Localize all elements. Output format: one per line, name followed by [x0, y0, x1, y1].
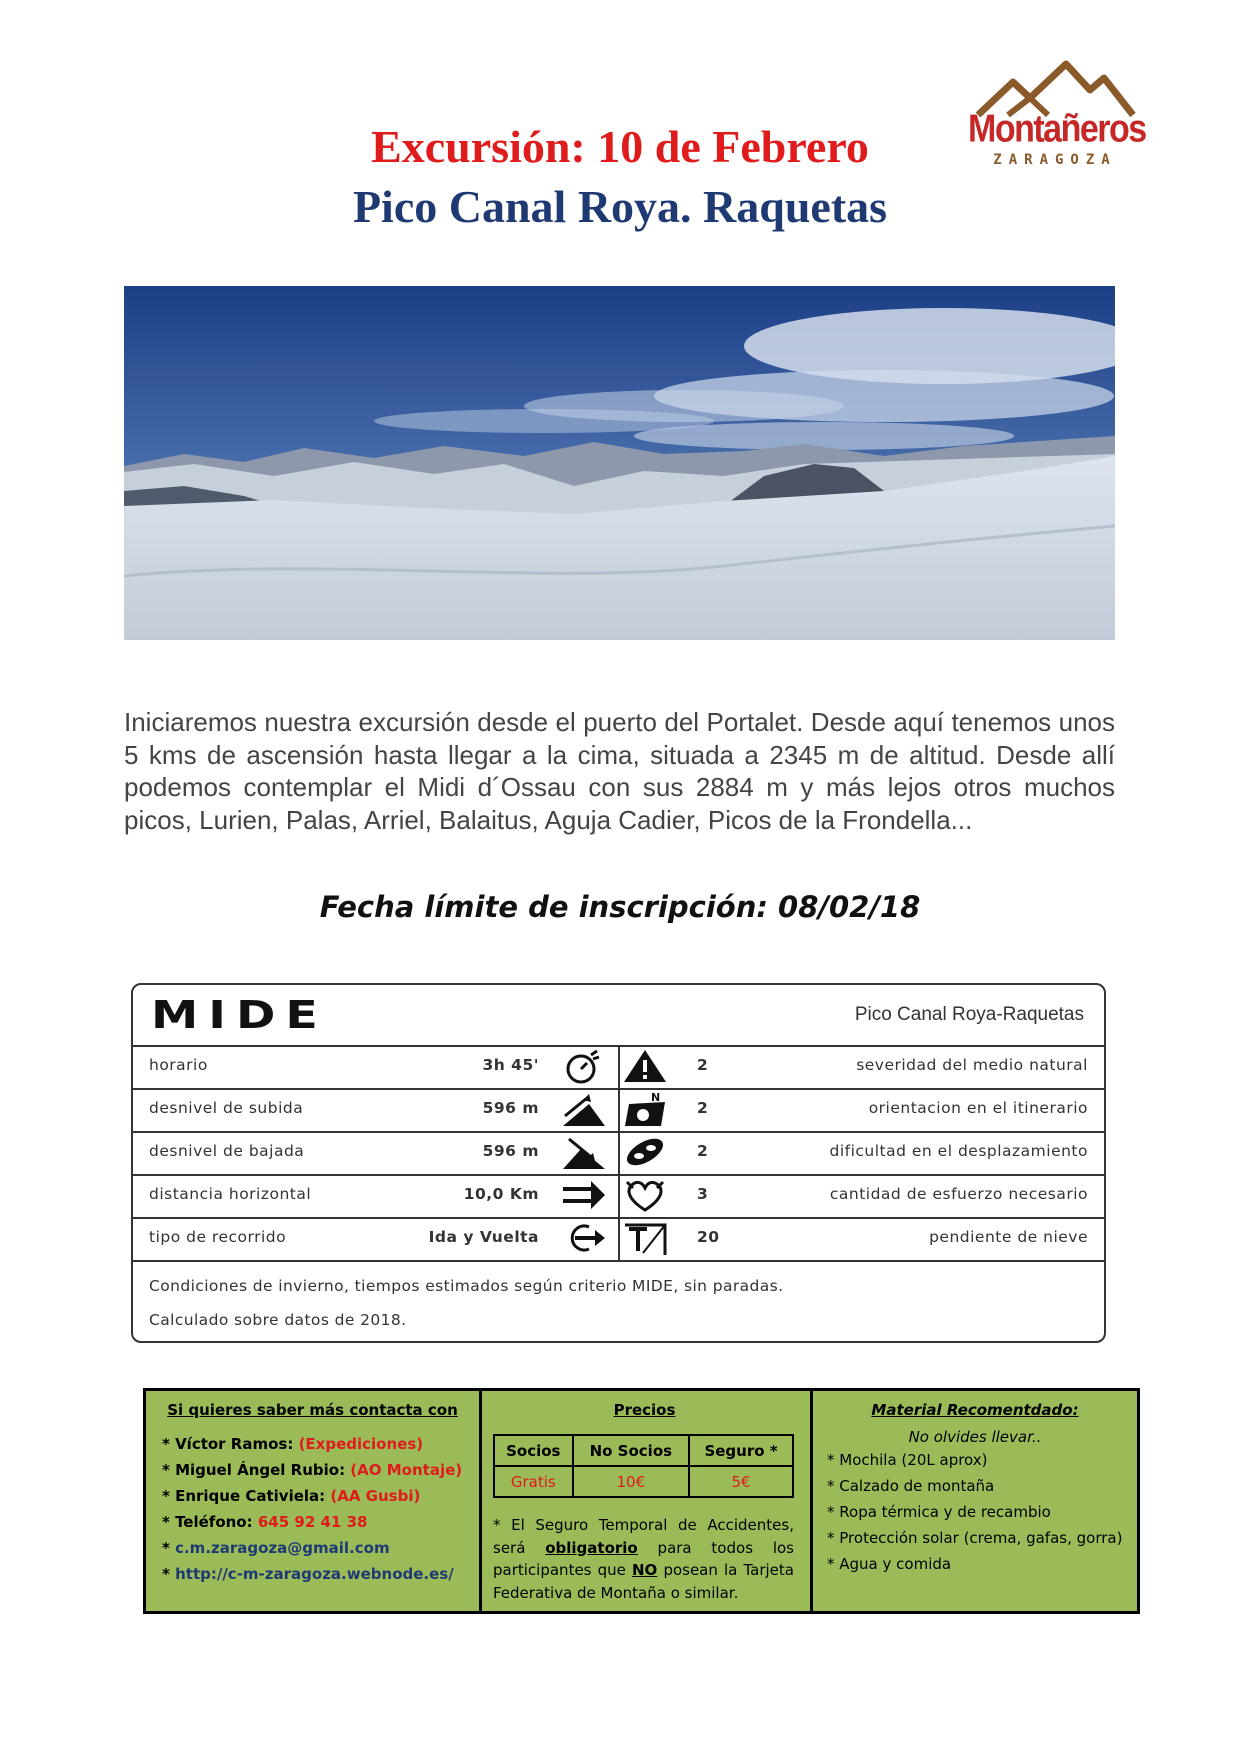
email-link[interactable]: c.m.zaragoza@gmail.com: [175, 1539, 390, 1557]
email-prefix: *: [162, 1539, 170, 1557]
logo-name: Montañeros: [968, 107, 1146, 151]
mide-row-label: desnivel de bajada: [149, 1142, 305, 1160]
excursion-name-title: Pico Canal Roya. Raquetas: [352, 181, 888, 232]
registration-deadline: Fecha límite de inscripción: 08/02/18: [319, 890, 921, 924]
mide-row-score: 2: [697, 1056, 709, 1074]
compass-map-icon: [621, 1090, 669, 1128]
mide-row-criterion: pendiente de nieve: [929, 1228, 1088, 1246]
website-link[interactable]: http://c-m-zaragoza.webnode.es/: [175, 1565, 454, 1583]
boot-sole-icon: [621, 1133, 669, 1171]
contact-email: [162, 1539, 390, 1557]
mide-row-label: horario: [149, 1056, 208, 1074]
prices-table: [493, 1434, 794, 1498]
prices-heading: Precios: [613, 1401, 676, 1419]
mide-row: [133, 1217, 1104, 1262]
mide-card: [131, 983, 1106, 1343]
material-item: * Mochila (20L aprox): [827, 1451, 988, 1469]
ascent-icon: [559, 1090, 607, 1128]
mide-row-criterion: cantidad de esfuerzo necesario: [829, 1185, 1088, 1203]
material-item: * Calzado de montaña: [827, 1477, 995, 1495]
contact-person: [162, 1461, 462, 1479]
mide-logo: MIDE: [151, 993, 328, 1037]
price-value: 10€: [573, 1466, 689, 1497]
mide-row-value: 596 m: [482, 1142, 539, 1160]
excursion-description: Iniciaremos nuestra excursión desde el puerto del Portalet. Desde aquí tenemos unos 5 kms de ascensión hasta llegar a la cima, situada a 2345 m de altitud. Desde allí podemos contemplar el Midi d´Ossau con sus 2884 m y más lejos otros muchos picos, Lurien, Palas, Arriel, Balaitus, Aguja Cadier, Picos de la Frondella...: [124, 707, 1115, 835]
contact-name: * Víctor Ramos:: [162, 1435, 294, 1453]
snow-landscape-photo: [124, 286, 1115, 640]
mide-row-value: 596 m: [482, 1099, 539, 1117]
contact-role: (Expediciones): [298, 1435, 424, 1453]
heart-effort-icon: [621, 1176, 669, 1214]
mide-row-score: 2: [697, 1099, 709, 1117]
stopwatch-icon: [559, 1047, 607, 1085]
logo-city: ZARAGOZA: [993, 152, 1117, 168]
mide-row-score: 3: [697, 1185, 709, 1203]
material-heading: Material Recomentdado:: [871, 1401, 1079, 1419]
phone-label: * Teléfono:: [162, 1513, 253, 1531]
contact-phone: [162, 1513, 367, 1531]
price-value: 5€: [689, 1466, 793, 1497]
contact-person: [162, 1435, 423, 1453]
svg-text:N: N: [651, 1091, 661, 1104]
descent-icon: [559, 1133, 607, 1171]
web-prefix: *: [162, 1565, 170, 1583]
price-header: Socios: [494, 1435, 573, 1466]
mide-row: [133, 1174, 1104, 1219]
mide-row-label: distancia horizontal: [149, 1185, 312, 1203]
material-item: * Agua y comida: [827, 1555, 952, 1573]
mide-row-criterion: orientacion en el itinerario: [868, 1099, 1088, 1117]
mide-row-value: 10,0 Km: [463, 1185, 539, 1203]
phone-number[interactable]: 645 92 41 38: [257, 1513, 368, 1531]
mide-row-label: tipo de recorrido: [149, 1228, 287, 1246]
mide-row-value: Ida y Vuelta: [428, 1228, 539, 1246]
mide-data-year-note: Calculado sobre datos de 2018.: [149, 1311, 407, 1329]
mide-row-criterion: severidad del medio natural: [856, 1056, 1088, 1074]
mide-row: [133, 1131, 1104, 1176]
price-value: Gratis: [494, 1466, 573, 1497]
material-column: [813, 1391, 1137, 1611]
mide-row-score: 2: [697, 1142, 709, 1160]
price-header: Seguro *: [689, 1435, 793, 1466]
material-subheading: No olvides llevar..: [908, 1428, 1042, 1446]
mide-row-criterion: dificultad en el desplazamiento: [829, 1142, 1088, 1160]
contact-heading: Si quieres saber más contacta con: [167, 1401, 458, 1419]
contact-web: [162, 1565, 454, 1583]
excursion-date-title: Excursión: 10 de Febrero: [371, 121, 869, 172]
insurance-note: * El Seguro Temporal de Accidentes, será obligatorio para todos los participantes que NO posean la Tarjeta Federativa de Montaña o similar.: [493, 1516, 794, 1602]
ice-axe-slope-icon: [621, 1219, 669, 1257]
contact-name: * Miguel Ángel Rubio:: [162, 1461, 346, 1479]
mide-row-label: desnivel de subida: [149, 1099, 304, 1117]
material-item: * Ropa térmica y de recambio: [827, 1503, 1051, 1521]
mide-row-value: 3h 45': [482, 1056, 539, 1074]
mide-row-score: 20: [697, 1228, 720, 1246]
mide-row: [133, 1088, 1104, 1133]
contact-name: * Enrique Cativiela:: [162, 1487, 326, 1505]
mide-conditions-note: Condiciones de invierno, tiempos estimados según criterio MIDE, sin paradas.: [149, 1277, 784, 1295]
prices-column: [479, 1391, 813, 1611]
warning-icon: [621, 1047, 669, 1085]
price-header: No Socios: [573, 1435, 689, 1466]
mide-header: [133, 985, 1104, 1047]
mide-route-name: Pico Canal Roya-Raquetas: [854, 1004, 1084, 1025]
round-trip-icon: [559, 1219, 607, 1257]
contact-column: [146, 1391, 482, 1611]
contact-person: [162, 1487, 420, 1505]
info-box: [143, 1388, 1140, 1614]
material-item: * Protección solar (crema, gafas, gorra): [827, 1529, 1123, 1547]
contact-role: (AA Gusbi): [330, 1487, 421, 1505]
distance-arrow-icon: [559, 1176, 607, 1214]
mide-row: [133, 1045, 1104, 1090]
contact-role: (AO Montaje): [350, 1461, 463, 1479]
